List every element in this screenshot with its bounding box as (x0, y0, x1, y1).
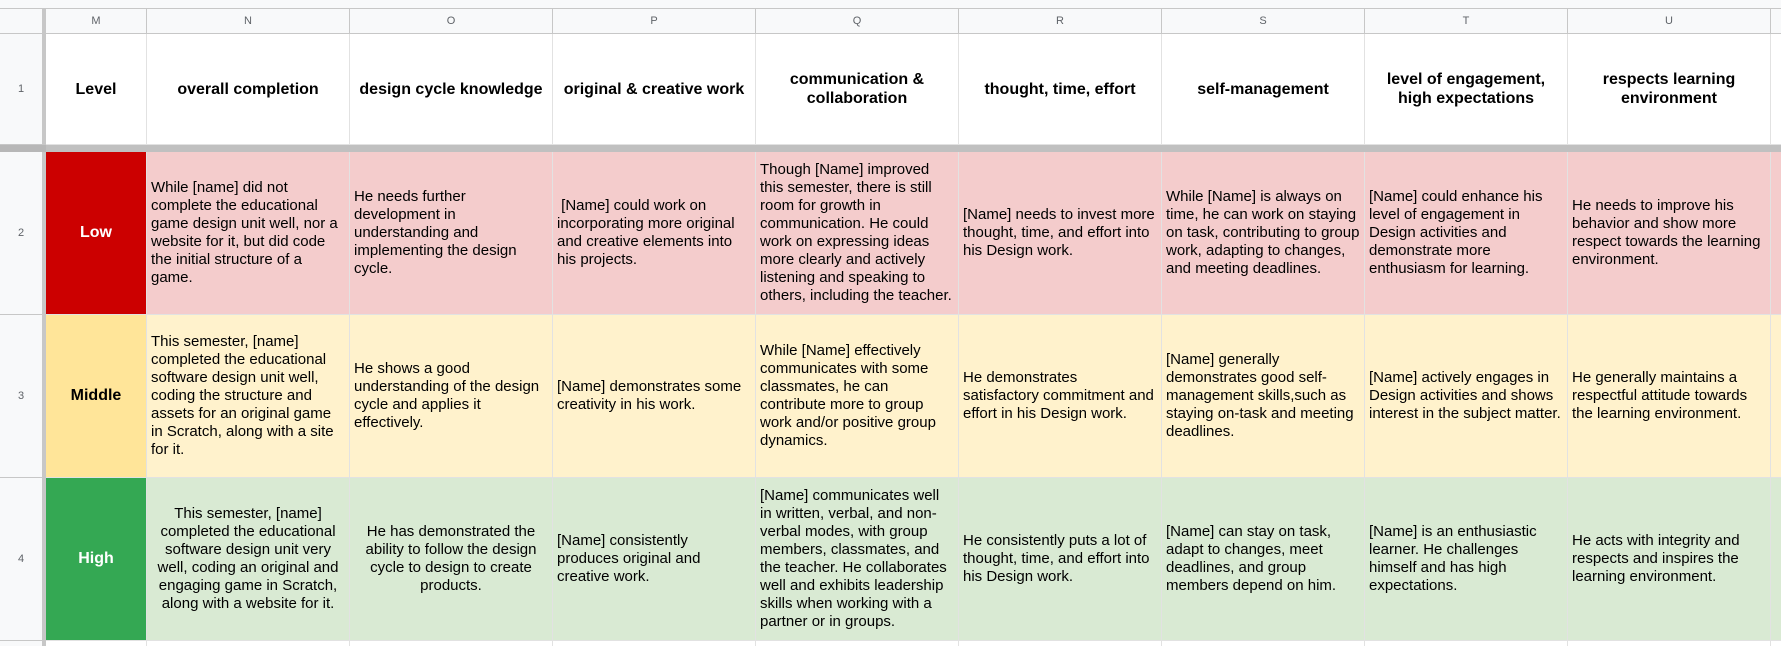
low-original-creative[interactable]: [Name] could work on incorporating more original and creative elements into his projects. (553, 152, 756, 315)
column-header-s[interactable]: S (1162, 9, 1365, 34)
low-overall-completion[interactable]: While [name] did not complete the educational game design unit well, nor a website for it, but did code the initial structure of a game. (147, 152, 350, 315)
header-cell-self-management[interactable]: self-management (1162, 34, 1365, 145)
column-header-n[interactable]: N (147, 9, 350, 34)
row-header-2[interactable]: 2 (0, 152, 46, 315)
middle-respects-environment[interactable]: He generally maintains a respectful attitude towards the learning environment. (1568, 315, 1771, 478)
high-engagement[interactable]: [Name] is an enthusiastic learner. He challenges himself and has high expectations. (1365, 478, 1568, 641)
row-header-5[interactable] (0, 641, 46, 646)
row-header-3[interactable]: 3 (0, 315, 46, 478)
high-thought-time-effort[interactable]: He consistently puts a lot of thought, time, and effort into his Design work. (959, 478, 1162, 641)
high-design-cycle[interactable]: He has demonstrated the ability to follow the design cycle to design to create products. (350, 478, 553, 641)
level-cell-middle[interactable]: Middle (46, 315, 147, 478)
column-header-o[interactable]: O (350, 9, 553, 34)
header-cell-level[interactable]: Level (46, 34, 147, 145)
low-respects-environment[interactable]: He needs to improve his behavior and show more respect towards the learning environment. (1568, 152, 1771, 315)
low-design-cycle[interactable]: He needs further development in understanding and implementing the design cycle. (350, 152, 553, 315)
column-header-t[interactable]: T (1365, 9, 1568, 34)
level-cell-high[interactable]: High (46, 478, 147, 641)
low-engagement[interactable]: [Name] could enhance his level of engagement in Design activities and demonstrate more enthusiasm for learning. (1365, 152, 1568, 315)
empty-cell[interactable] (1162, 641, 1365, 646)
middle-design-cycle[interactable]: He shows a good understanding of the design cycle and applies it effectively. (350, 315, 553, 478)
high-overflow (1771, 478, 1781, 641)
empty-cell[interactable] (46, 641, 147, 646)
freeze-divider-rowhead[interactable] (0, 145, 46, 152)
middle-original-creative[interactable]: [Name] demonstrates some creativity in his work. (553, 315, 756, 478)
row-header-4[interactable]: 4 (0, 478, 46, 641)
header-cell-thought-time-effort[interactable]: thought, time, effort (959, 34, 1162, 145)
column-header-p[interactable]: P (553, 9, 756, 34)
high-overall-completion[interactable]: This semester, [name] completed the educational software design unit very well, coding an original and engaging game in Scratch, along with a website for it. (147, 478, 350, 641)
low-overflow (1771, 152, 1781, 315)
middle-communication[interactable]: While [Name] effectively communicates with some classmates, he can contribute more to group work and/or positive group dynamics. (756, 315, 959, 478)
column-header-overflow (1771, 9, 1781, 34)
freeze-divider[interactable] (46, 145, 1781, 152)
middle-self-management[interactable]: [Name] generally demonstrates good self-management skills,such as staying on-task and meeting deadlines. (1162, 315, 1365, 478)
row-header-1[interactable]: 1 (0, 34, 46, 145)
select-all-corner[interactable] (0, 9, 46, 34)
empty-cell[interactable] (1568, 641, 1771, 646)
low-thought-time-effort[interactable]: [Name] needs to invest more thought, time, and effort into his Design work. (959, 152, 1162, 315)
empty-cell[interactable] (1365, 641, 1568, 646)
column-header-r[interactable]: R (959, 9, 1162, 34)
high-communication[interactable]: [Name] communicates well in written, verbal, and non-verbal modes, with group members, classmates, and the teacher. He collaborates well and exhibits leadership skills when working with a partner or in groups. (756, 478, 959, 641)
middle-engagement[interactable]: [Name] actively engages in Design activities and shows interest in the subject matter. (1365, 315, 1568, 478)
column-header-u[interactable]: U (1568, 9, 1771, 34)
low-communication[interactable]: Though [Name] improved this semester, there is still room for growth in communication. He could work on expressing ideas more clearly and actively listening and speaking to others, including the teacher. (756, 152, 959, 315)
column-header-m[interactable]: M (46, 9, 147, 34)
header-cell-respects-environment[interactable]: respects learning environment (1568, 34, 1771, 145)
header-cell-design-cycle[interactable]: design cycle knowledge (350, 34, 553, 145)
empty-cell[interactable] (147, 641, 350, 646)
middle-overflow (1771, 315, 1781, 478)
empty-cell[interactable] (350, 641, 553, 646)
high-self-management[interactable]: [Name] can stay on task, adapt to changes, meet deadlines, and group members depend on him. (1162, 478, 1365, 641)
level-cell-low[interactable]: Low (46, 152, 147, 315)
header-cell-communication[interactable]: communication & collaboration (756, 34, 959, 145)
column-header-q[interactable]: Q (756, 9, 959, 34)
empty-cell (1771, 641, 1781, 646)
empty-cell[interactable] (553, 641, 756, 646)
high-original-creative[interactable]: [Name] consistently produces original and creative work. (553, 478, 756, 641)
header-cell-engagement[interactable]: level of engagement, high expectations (1365, 34, 1568, 145)
empty-cell[interactable] (756, 641, 959, 646)
middle-thought-time-effort[interactable]: He demonstrates satisfactory commitment and effort in his Design work. (959, 315, 1162, 478)
high-respects-environment[interactable]: He acts with integrity and respects and inspires the learning environment. (1568, 478, 1771, 641)
toolbar-edge (0, 0, 1781, 9)
header-cell-original-creative[interactable]: original & creative work (553, 34, 756, 145)
overflow-cell (1771, 34, 1781, 145)
empty-cell[interactable] (959, 641, 1162, 646)
header-cell-overall-completion[interactable]: overall completion (147, 34, 350, 145)
low-self-management[interactable]: While [Name] is always on time, he can work on staying on task, contributing to group work, adapting to changes, and meeting deadlines. (1162, 152, 1365, 315)
middle-overall-completion[interactable]: This semester, [name] completed the educational software design unit well, coding the structure and assets for an original game in Scratch, along with a site for it. (147, 315, 350, 478)
